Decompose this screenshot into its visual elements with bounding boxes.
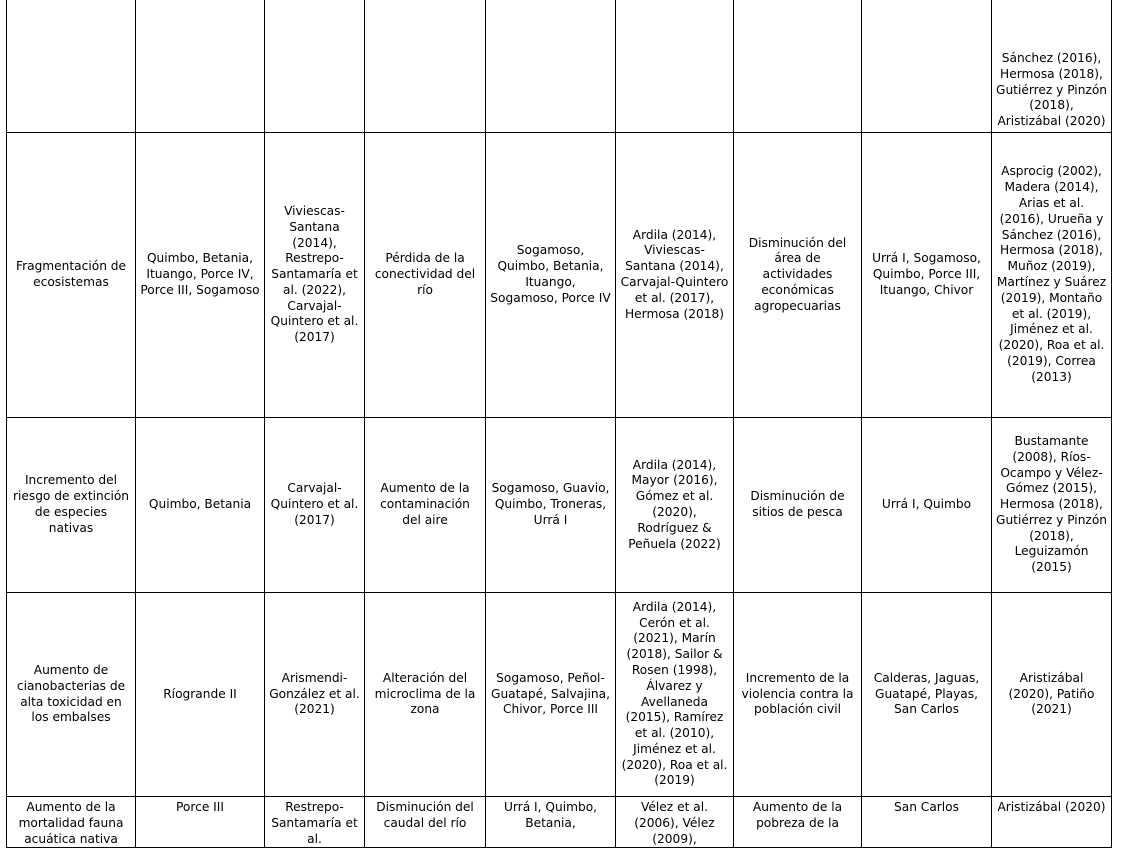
table-cell: Bustamante (2008), Ríos-Ocampo y Vélez-Gómez (2015), Hermosa (2018), Gutiérrez y Pinzón (2018), Leguizamón (2015) [992,418,1112,593]
table-cell: Aristizábal (2020), Patiño (2021) [992,593,1112,797]
table-cell: Fragmentación de ecosistemas [7,133,136,418]
table-cell: Incremento de la violencia contra la población civil [734,593,862,797]
table-cell: Arismendi-González et al. (2021) [265,593,365,797]
table-cell [734,0,862,133]
table-cell: Aumento de la contaminación del aire [365,418,486,593]
table-cell: Quimbo, Betania [136,418,265,593]
table-cell: Urrá I, Quimbo [862,418,992,593]
table-cell: Asprocig (2002), Madera (2014), Arias et al. (2016), Urueña y Sánchez (2016), Hermosa (2018), Muñoz (2019), Martínez y Suárez (2019), Montaño et al. (2019), Jiménez et al. (2020), Roa et al. (2019), Correa (2013) [992,133,1112,418]
table-cell: Sogamoso, Peñol-Guatapé, Salvajina, Chivor, Porce III [486,593,616,797]
table-cell: Aumento de la pobreza de la [734,797,862,848]
table-cell: Urrá I, Sogamoso, Quimbo, Porce III, Ituango, Chivor [862,133,992,418]
table-cell [7,0,136,133]
table-cell: Aumento de la mortalidad fauna acuática nativa [7,797,136,848]
table-cell: Aumento de cianobacterias de alta toxicidad en los embalses [7,593,136,797]
table-cell: Restrepo-Santamaría et al. [265,797,365,848]
table-cell: Vélez et al. (2006), Vélez (2009), [616,797,734,848]
table-cell: Aristizábal (2020) [992,797,1112,848]
table-cell: Pérdida de la conectividad del río [365,133,486,418]
table-cell [616,0,734,133]
table-cell: Calderas, Jaguas, Guatapé, Playas, San Carlos [862,593,992,797]
table-cell: Sogamoso, Quimbo, Betania, Ituango, Sogamoso, Porce IV [486,133,616,418]
table-cell: Ardila (2014), Viviescas-Santana (2014), Carvajal-Quintero et al. (2017), Hermosa (2018) [616,133,734,418]
table-row [7,418,1112,593]
table-cell: Porce III [136,797,265,848]
table-cell: Urrá I, Quimbo, Betania, [486,797,616,848]
table-cell: Alteración del microclima de la zona [365,593,486,797]
table-cell: Sánchez (2016), Hermosa (2018), Gutiérrez y Pinzón (2018), Aristizábal (2020) [992,0,1112,133]
impacts-table [6,0,1112,848]
table-row [7,0,1112,133]
table-row [7,593,1112,797]
table-row [7,133,1112,418]
table-cell: Carvajal-Quintero et al. (2017) [265,418,365,593]
table-cell: Quimbo, Betania, Ituango, Porce IV, Porce III, Sogamoso [136,133,265,418]
table-cell: Viviescas-Santana (2014), Restrepo-Santamaría et al. (2022), Carvajal-Quintero et al. (2017) [265,133,365,418]
table-cell: Ardila (2014), Cerón et al. (2021), Marín (2018), Sailor & Rosen (1998), Álvarez y Avellaneda (2015), Ramírez et al. (2010), Jiménez et al. (2020), Roa et al. (2019) [616,593,734,797]
table-cell [136,0,265,133]
table-cell: Disminución del área de actividades económicas agropecuarias [734,133,862,418]
table-cell: San Carlos [862,797,992,848]
table-cell: Sogamoso, Guavio, Quimbo, Troneras, Urrá I [486,418,616,593]
table-cell: Disminución de sitios de pesca [734,418,862,593]
table-cell: Disminución del caudal del río [365,797,486,848]
table-cell: Ríogrande II [136,593,265,797]
table-cell [265,0,365,133]
table-row [7,797,1112,848]
table-cell [862,0,992,133]
table-cell [486,0,616,133]
table-cell: Ardila (2014), Mayor (2016), Gómez et al. (2020), Rodríguez & Peñuela (2022) [616,418,734,593]
table-cell: Incremento del riesgo de extinción de especies nativas [7,418,136,593]
table-cell [365,0,486,133]
